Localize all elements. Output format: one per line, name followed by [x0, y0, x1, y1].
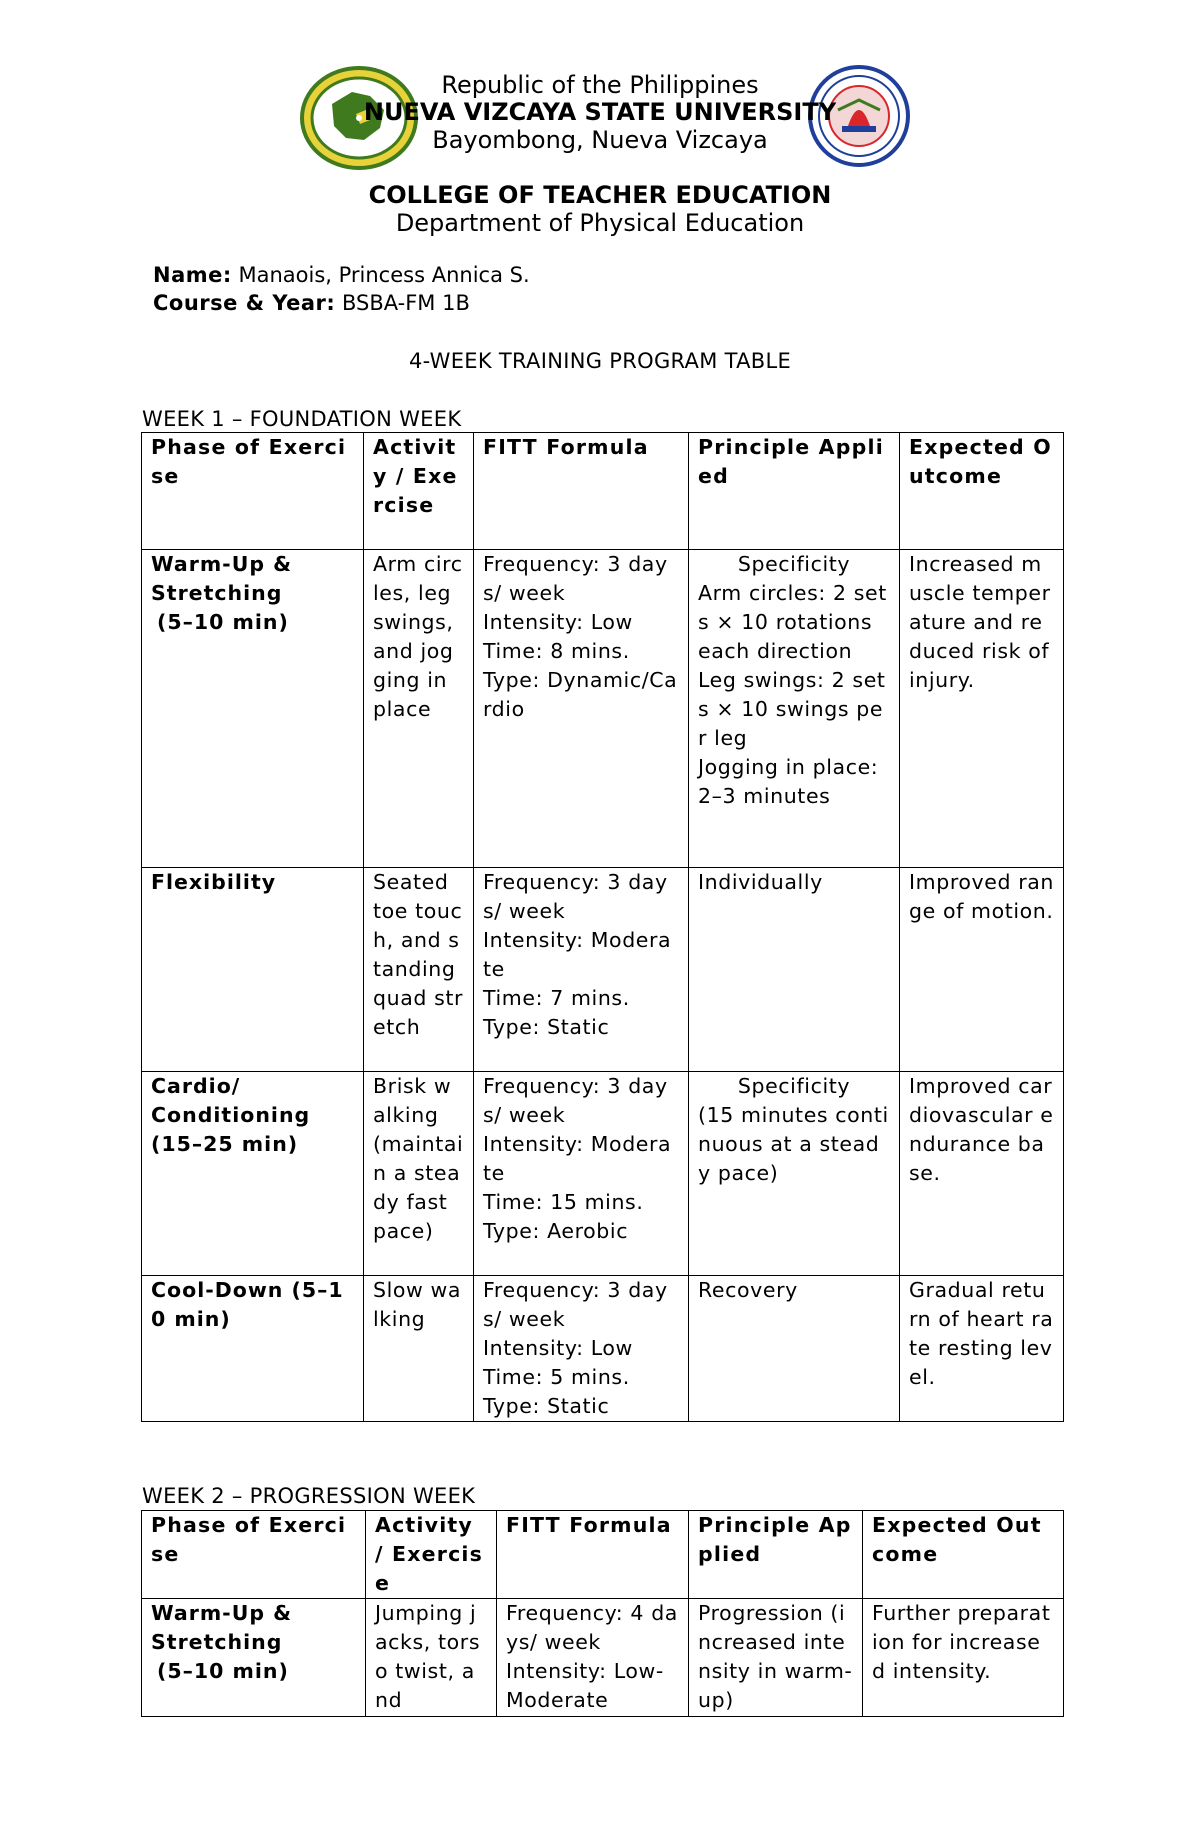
outcome-cell: Gradual return of heart rate resting level. [900, 1276, 1064, 1422]
header-cell: Phase of Exercise [142, 1511, 366, 1599]
phase-line: Warm-Up & [151, 552, 293, 576]
phase-line: Stretching [151, 581, 283, 605]
phase-line: (5–10 min) [157, 610, 289, 634]
header-cell: Phase of Exercise [142, 433, 364, 550]
fitt-line: Frequency: 3 days/ week [483, 1278, 668, 1331]
principle-line: Jogging in place: 2–3 minutes [698, 755, 879, 808]
principle-line: Recovery [698, 1278, 798, 1302]
principle-line: Individually [698, 870, 823, 894]
activity-cell: Seated toe touch, and standing quad stretch [364, 868, 474, 1072]
phase-line: (5–10 min) [157, 1659, 289, 1683]
phase-line: Conditioning [151, 1103, 311, 1127]
table-header-row [142, 433, 1064, 550]
principle-line: Leg swings: 2 sets × 10 swings per leg [698, 668, 886, 750]
header-cell: Principle Applied [689, 433, 900, 550]
week1-heading: WEEK 1 – FOUNDATION WEEK [142, 407, 462, 431]
fitt-line: Time: 8 mins. [483, 639, 630, 663]
header-college: COLLEGE OF TEACHER EDUCATION [368, 181, 832, 209]
principle-cell [689, 1276, 900, 1422]
name-label: Name: [153, 263, 232, 287]
document-title: 4-WEEK TRAINING PROGRAM TABLE [408, 349, 792, 373]
fitt-line: Frequency: 3 days/ week [483, 1074, 668, 1127]
course-year-line [153, 291, 470, 315]
header-cell: Expected Outcome [863, 1511, 1064, 1599]
header-department: Department of Physical Education [395, 209, 805, 237]
fitt-cell [474, 1276, 689, 1422]
name-value: Manaois, Princess Annica S. [238, 263, 530, 287]
week1-table [141, 432, 1064, 1422]
principle-line: Specificity [737, 552, 851, 576]
fitt-line: Time: 15 mins. [483, 1190, 644, 1214]
fitt-cell [497, 1599, 689, 1717]
principle-line: Arm circles: 2 sets × 10 rotations each direction [698, 581, 887, 663]
header-cell: FITT Formula [497, 1511, 689, 1599]
header-location: Bayombong, Nueva Vizcaya [432, 126, 768, 154]
phase-line: (15–25 min) [151, 1132, 299, 1156]
phase-cell [142, 1599, 366, 1717]
outcome-cell: Increased muscle temperature and reduced risk of injury. [900, 550, 1064, 868]
course-label: Course & Year: [153, 291, 336, 315]
fitt-line: Intensity: Low [483, 610, 633, 634]
table-row [142, 550, 1064, 868]
header-cell: FITT Formula [474, 433, 689, 550]
table-row [142, 1276, 1064, 1422]
principle-line: Progression (increased intensity in warm-up) [698, 1601, 853, 1712]
fitt-cell [474, 1072, 689, 1276]
phase-line: Cool-Down (5–10 min) [151, 1278, 344, 1331]
table-header-row [142, 1511, 1064, 1599]
fitt-line: Type: Static [483, 1015, 610, 1039]
activity-cell: Slow walking [364, 1276, 474, 1422]
outcome-cell: Improved cardiovascular endurance base. [900, 1072, 1064, 1276]
phase-line: Flexibility [151, 870, 277, 894]
activity-cell: Brisk walking (maintain a steady fast pace) [364, 1072, 474, 1276]
header-university: NUEVA VIZCAYA STATE UNIVERSITY [363, 98, 837, 126]
fitt-line: Intensity: Low [483, 1336, 633, 1360]
phase-cell [142, 868, 364, 1072]
phase-cell [142, 550, 364, 868]
phase-line: Stretching [151, 1630, 283, 1654]
header-cell: Principle Applied [689, 1511, 863, 1599]
week2-heading: WEEK 2 – PROGRESSION WEEK [142, 1484, 476, 1508]
principle-cell [689, 868, 900, 1072]
fitt-cell [474, 868, 689, 1072]
course-value: BSBA-FM 1B [341, 291, 470, 315]
fitt-line: Type: Dynamic/Cardio [483, 668, 678, 721]
phase-line: Warm-Up & [151, 1601, 293, 1625]
fitt-line: Intensity: Moderate [483, 1132, 672, 1185]
header-cell: Activity / Exercise [364, 433, 474, 550]
outcome-cell: Improved range of motion. [900, 868, 1064, 1072]
fitt-line: Type: Static [483, 1394, 610, 1418]
principle-cell [689, 1599, 863, 1717]
fitt-cell [474, 550, 689, 868]
header-cell: Activity / Exercise [366, 1511, 497, 1599]
phase-cell [142, 1276, 364, 1422]
fitt-line: Intensity: Moderate [483, 928, 672, 981]
fitt-line: Frequency: 3 days/ week [483, 552, 668, 605]
student-name-line [153, 263, 530, 287]
table-row [142, 1599, 1064, 1717]
activity-cell: Jumping jacks, torso twist, and [366, 1599, 497, 1717]
fitt-line: Frequency: 3 days/ week [483, 870, 668, 923]
principle-cell [689, 550, 900, 868]
fitt-line: Time: 7 mins. [483, 986, 630, 1010]
principle-cell [689, 1072, 900, 1276]
fitt-line: Frequency: 4 days/ week [506, 1601, 678, 1654]
phase-line: Cardio/ [151, 1074, 241, 1098]
principle-line: (15 minutes continuous at a steady pace) [698, 1103, 889, 1185]
header-republic: Republic of the Philippines [441, 71, 759, 99]
outcome-cell: Further preparation for increased intensity. [863, 1599, 1064, 1717]
activity-cell: Arm circles, leg swings, and jogging in place [364, 550, 474, 868]
header-cell: Expected Outcome [900, 433, 1064, 550]
table-row [142, 868, 1064, 1072]
week2-table [141, 1510, 1064, 1717]
principle-line: Specificity [737, 1074, 851, 1098]
fitt-line: Type: Aerobic [483, 1219, 629, 1243]
phase-cell [142, 1072, 364, 1276]
fitt-line: Intensity: Low-Moderate [506, 1659, 664, 1712]
table-row [142, 1072, 1064, 1276]
fitt-line: Time: 5 mins. [483, 1365, 630, 1389]
